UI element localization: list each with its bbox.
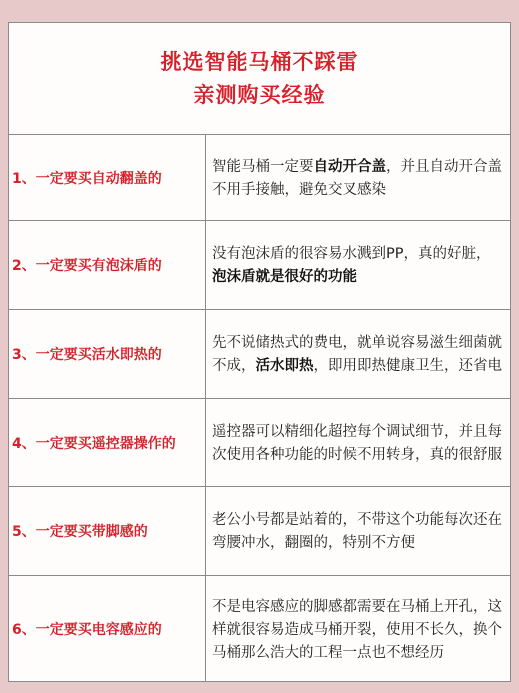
- row-label: 3、一定要买活水即热的: [9, 310, 206, 398]
- row-description: [206, 399, 510, 486]
- row-description: [206, 221, 510, 309]
- text-segment-bold: 活水即热: [255, 358, 314, 374]
- row-label: 2、一定要买有泡沫盾的: [9, 221, 206, 309]
- text-segment: 智能马桶一定要: [212, 158, 314, 175]
- text-segment-bold: 泡沫盾就是很好的功能: [212, 269, 357, 285]
- row-description: [206, 576, 510, 682]
- table-row: [9, 399, 510, 487]
- row-label: 5、一定要买带脚感的: [9, 487, 206, 575]
- table-row: [9, 310, 510, 399]
- text-segment: ，并且自动开合盖不用手接触，避免交叉感染: [212, 158, 502, 198]
- text-segment: ，即用即热健康卫生，还省电: [313, 358, 502, 374]
- table-row: [9, 221, 510, 310]
- title-block: [9, 23, 510, 135]
- text-segment: 没有泡沫盾的很容易水溅到PP，真的好脏，: [212, 246, 491, 262]
- table-row: [9, 135, 510, 221]
- comparison-card: [8, 22, 511, 682]
- table-row: [9, 487, 510, 576]
- row-description: [206, 135, 510, 220]
- text-segment: 先不说储热式的费电，就单说容易滋生细菌就不成，: [212, 335, 502, 374]
- text-segment: 遥控器可以精细化超控每个调试细节，并且每次使用各种功能的时候不用转身，真的很舒服: [212, 423, 502, 463]
- row-label: 4、一定要买遥控器操作的: [9, 399, 206, 486]
- title-line-2: 亲测购买经验: [193, 82, 326, 107]
- row-description: [206, 487, 510, 575]
- title-line-1: 挑选智能马桶不踩雷: [160, 49, 359, 74]
- row-description: [206, 310, 510, 398]
- text-segment-bold: 自动开合盖: [313, 158, 386, 175]
- table-row: [9, 576, 510, 682]
- text-segment: 不是电容感应的脚感都需要在马桶上开孔，这样就很容易造成马桶开裂，使用不长久，换个马桶那么浩大的工程一点也不想经历: [212, 598, 502, 661]
- row-label: 1、一定要买自动翻盖的: [9, 135, 206, 220]
- text-segment: 老公小号都是站着的，不带这个功能每次还在弯腰冲水，翻圈的，特别不方便: [212, 512, 502, 551]
- row-label: 6、一定要买电容感应的: [9, 576, 206, 682]
